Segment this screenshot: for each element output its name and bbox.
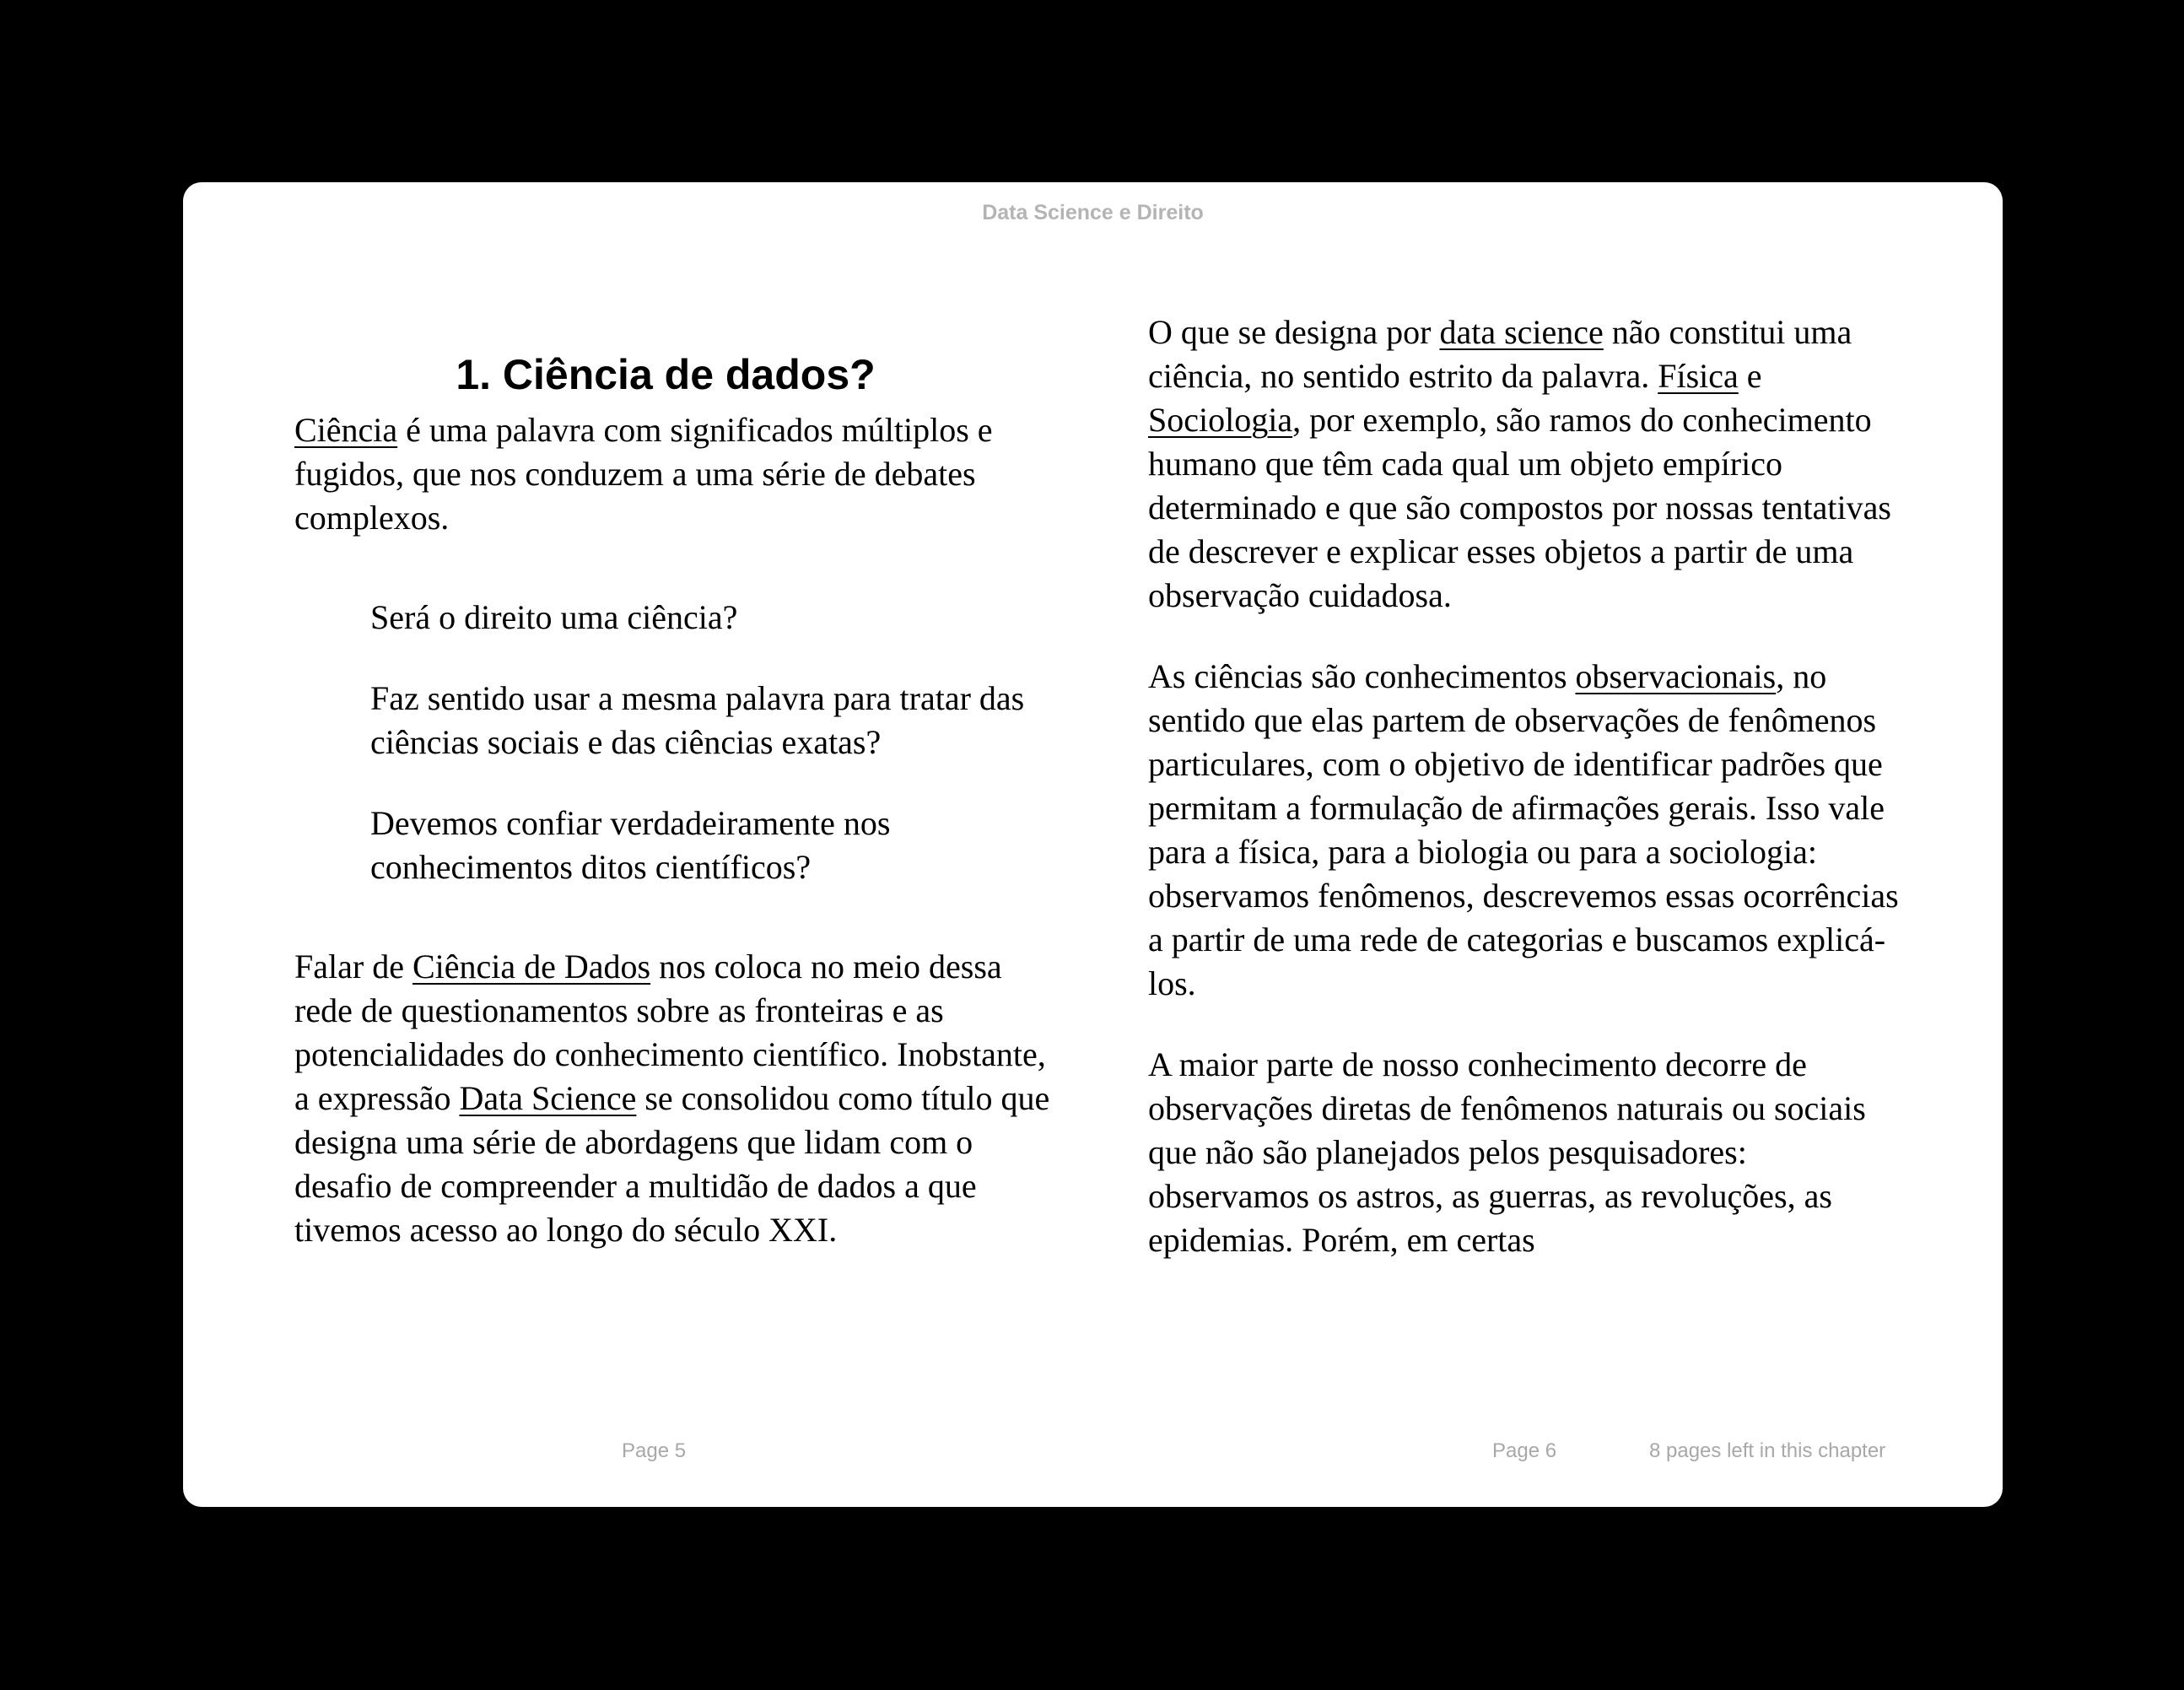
link-data-science[interactable]: Data Science <box>459 1079 637 1117</box>
right-paragraph-2: As ciências são conhecimentos observacionais, no sentido que elas partem de observações de fenômenos particulares, com o objetivo de identificar padrões que permitam a formulação de afirmações gerais. Isso vale para a física, para a biologia ou para a sociologia: observamos fenômenos, descrevemos essas ocorrências a partir de uma rede de categorias e buscamos explicá-los. <box>1148 657 1899 1002</box>
link-ciencia-de-dados[interactable]: Ciência de Dados <box>412 948 651 985</box>
quote-3: Devemos confiar verdadeiramente nos conhecimentos ditos científicos? <box>370 804 891 886</box>
link-observacionais[interactable]: observacionais <box>1575 657 1777 695</box>
link-ciencia[interactable]: Ciência <box>294 411 398 449</box>
chapter-heading: 1. Ciência de dados? <box>456 351 876 398</box>
link-fisica[interactable]: Física <box>1658 357 1739 395</box>
left-paragraph-1: Ciência é uma palavra com significados múltiplos e fugidos, que nos conduzem a uma série de debates complexos. <box>294 411 993 537</box>
link-data-science-lower[interactable]: data science <box>1439 313 1604 351</box>
right-paragraph-1: O que se designa por data science não constitui uma ciência, no sentido estrito da palavra. Física e Sociologia, por exemplo, são ramos do conhecimento humano que têm cada qual um objeto empírico determinado e que são compostos por nossas tentativas de descrever e explicar esses objetos a partir de uma observação cuidadosa. <box>1148 313 1891 614</box>
left-paragraph-2: Falar de Ciência de Dados nos coloca no meio dessa rede de questionamentos sobre as fronteiras e as potencialidades do conhecimento científico. Inobstante, a expressão Data Science se consolidou como título que designa uma série de abordagens que lidam com o desafio de compreender a multidão de dados a que tivemos acesso ao longo do século XXI. <box>294 948 1050 1249</box>
book-title: Data Science e Direito <box>982 201 1204 224</box>
right-page <box>1148 310 1907 1262</box>
left-page <box>294 300 1054 1252</box>
right-page-number: Page 6 <box>1492 1439 1557 1462</box>
quote-1: Será o direito uma ciência? <box>370 598 738 636</box>
left-page-number: Page 5 <box>622 1439 687 1462</box>
pages-left-indicator: 8 pages left in this chapter <box>1649 1439 1886 1462</box>
book-reader-window <box>183 182 2003 1507</box>
link-sociologia[interactable]: Sociologia <box>1148 401 1293 439</box>
quote-2: Faz sentido usar a mesma palavra para tratar das ciências sociais e das ciências exatas? <box>370 679 1025 761</box>
right-paragraph-3: A maior parte de nosso conhecimento decorre de observações diretas de fenômenos naturais ou sociais que não são planejados pelos pesquisadores: observamos os astros, as guerras, as revoluções, as epidemias. Porém, em certas <box>1148 1045 1866 1259</box>
